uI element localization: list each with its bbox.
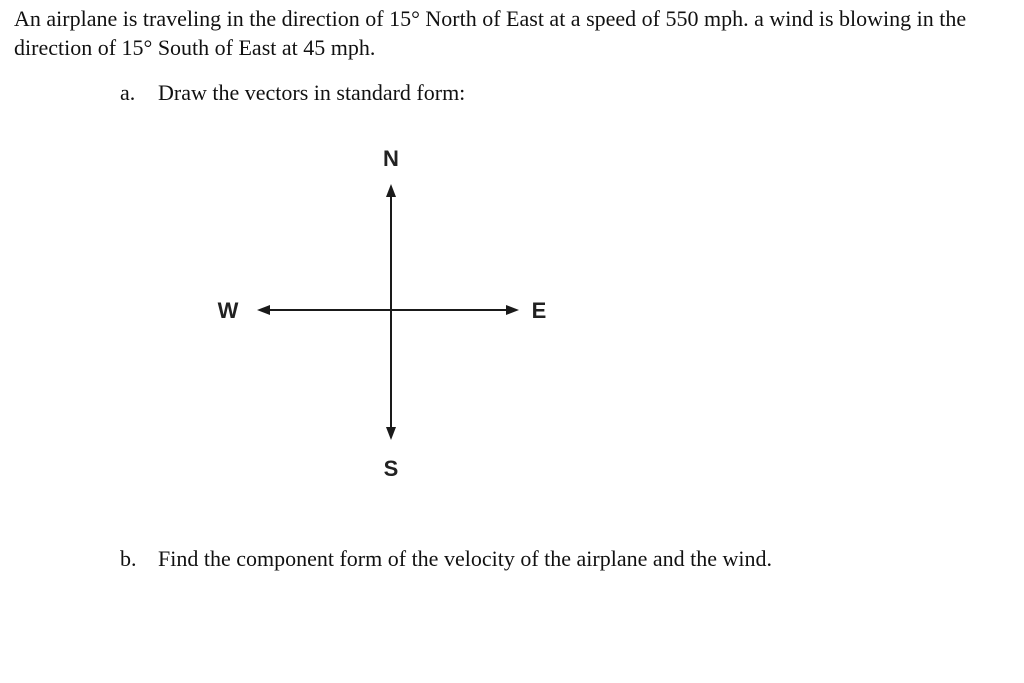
problem-statement: An airplane is traveling in the direction of 15° North of East at a speed of 550 mph. a wind is blowing in the direction of 15° South of East at 45 mph. [14, 6, 967, 60]
part-b-text: Find the component form of the velocity of the airplane and the wind. [158, 546, 773, 571]
part-a-marker: a. [120, 80, 136, 105]
south-arrowhead [386, 427, 396, 440]
west-arrowhead [257, 305, 270, 315]
part-b [120, 545, 772, 573]
part-b-marker: b. [120, 546, 137, 571]
east-label: E [531, 298, 547, 323]
north-arrowhead [386, 184, 396, 197]
east-arrowhead [506, 305, 519, 315]
north-label: N [383, 146, 399, 171]
west-label: W [217, 298, 239, 323]
south-label: S [383, 456, 399, 481]
part-a-text: Draw the vectors in standard form: [158, 80, 466, 105]
